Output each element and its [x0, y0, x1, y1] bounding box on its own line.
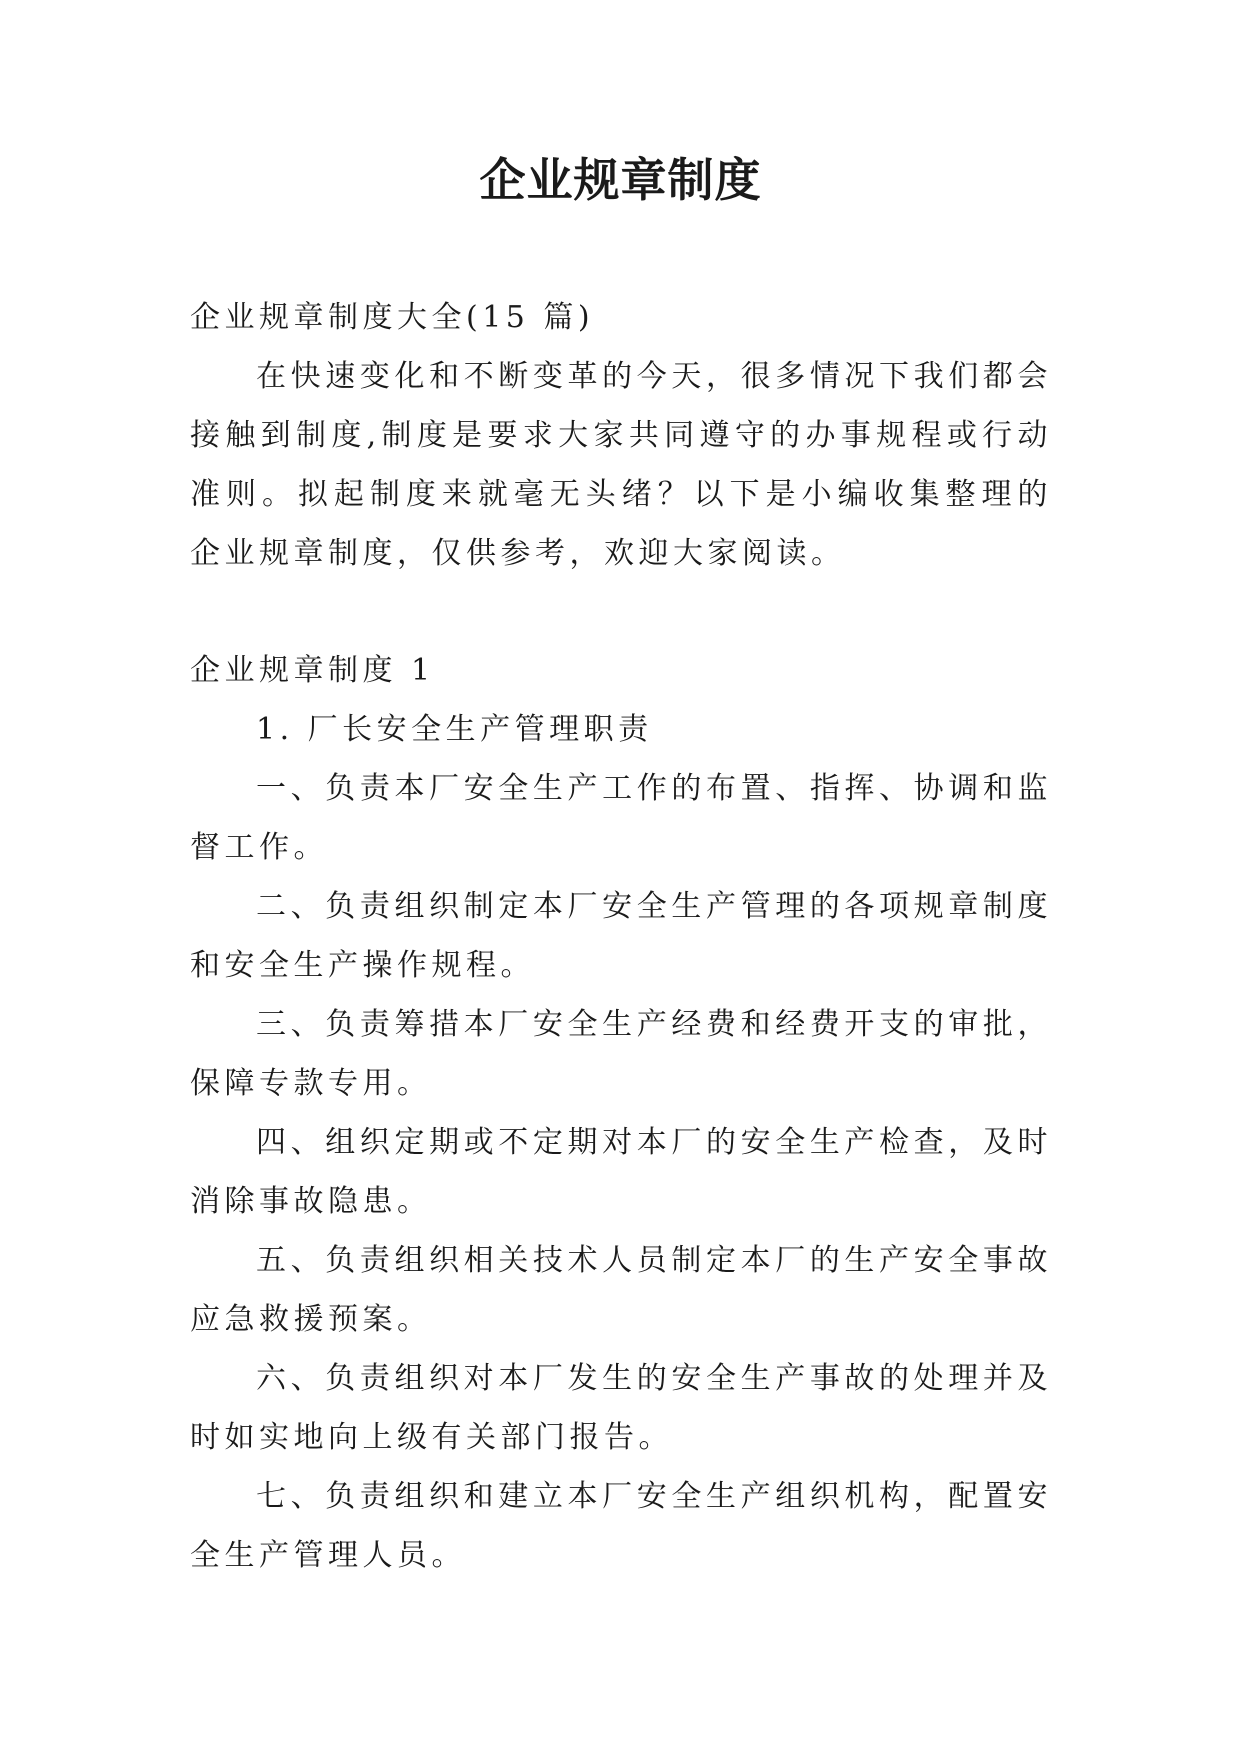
item-heading: 1. 厂长安全生产管理职责: [256, 712, 653, 747]
document-title: 企业规章制度: [479, 153, 762, 207]
duty-paragraph: 五、负责组织相关技术人员制定本厂的生产安全事故应急救援预案。: [190, 1243, 1052, 1337]
section-heading: 企业规章制度 1: [190, 653, 435, 688]
intro-paragraph: 在快速变化和不断变革的今天，很多情况下我们都会接触到制度,制度是要求大家共同遵守的办事规程或行动准则。拟起制度来就毫无头绪？以下是小编收集整理的企业规章制度，仅供参考，欢迎大家阅读。: [190, 359, 1052, 571]
duty-paragraph: 三、负责筹措本厂安全生产经费和经费开支的审批，保障专款专用。: [190, 1007, 1052, 1101]
document-body: [190, 288, 1052, 1585]
duty-paragraph: 一、负责本厂安全生产工作的布置、指挥、协调和监督工作。: [190, 771, 1052, 865]
duty-paragraph: 七、负责组织和建立本厂安全生产组织机构，配置安全生产管理人员。: [190, 1479, 1052, 1573]
duty-paragraph: 六、负责组织对本厂发生的安全生产事故的处理并及时如实地向上级有关部门报告。: [190, 1361, 1052, 1455]
duty-paragraph: 二、负责组织制定本厂安全生产管理的各项规章制度和安全生产操作规程。: [190, 889, 1052, 983]
document-subtitle: 企业规章制度大全(15 篇): [190, 300, 595, 335]
duty-paragraph: 四、组织定期或不定期对本厂的安全生产检查，及时消除事故隐患。: [190, 1125, 1052, 1219]
